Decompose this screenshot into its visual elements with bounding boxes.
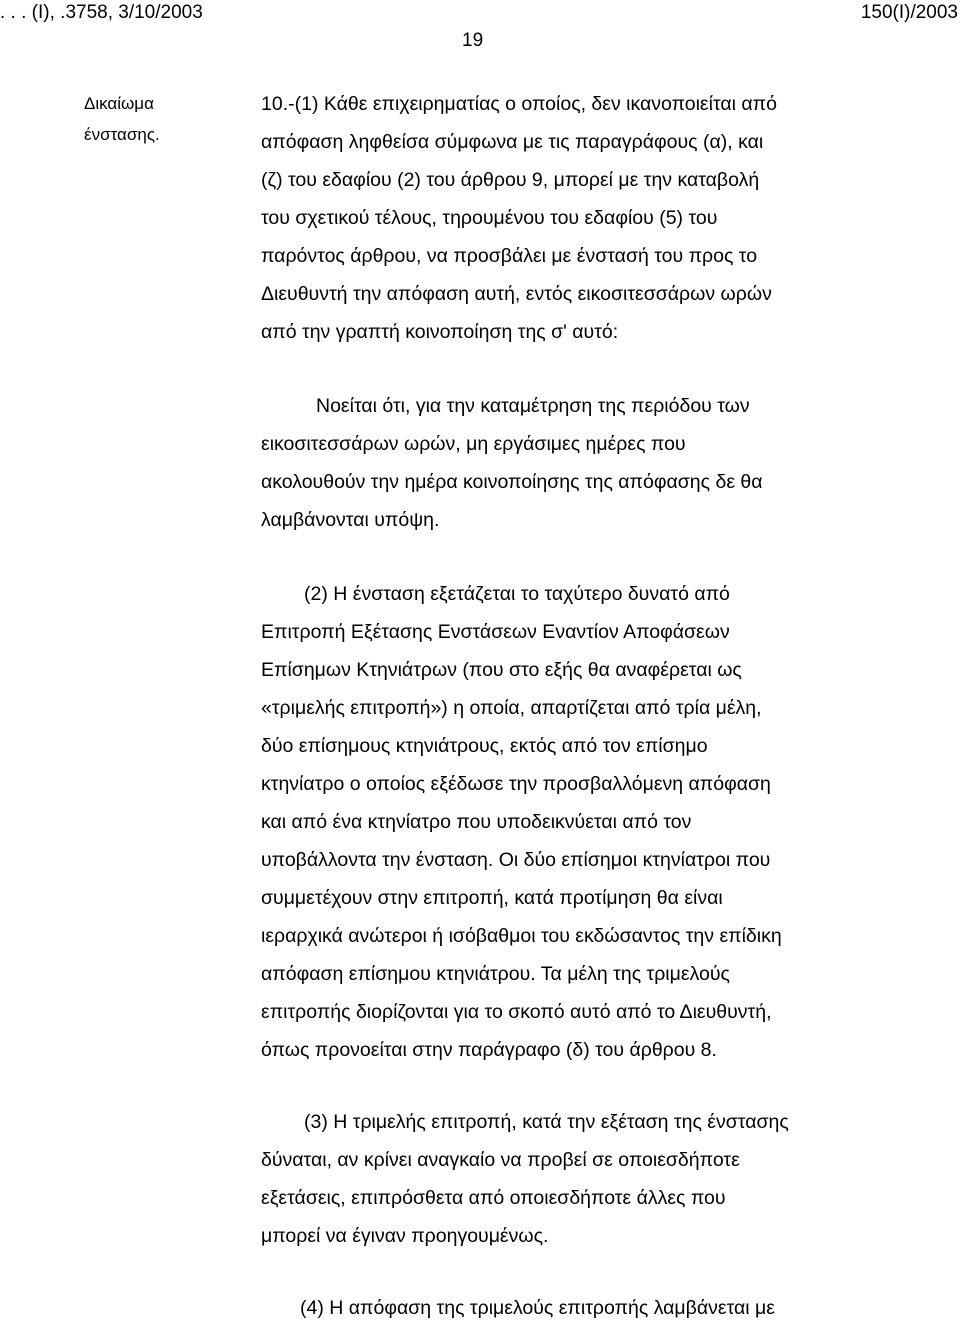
section-10-2-line: και από ένα κτηνίατρο που υποδεικνύεται από τον xyxy=(261,811,692,833)
proviso-line: ακολουθούν την ημέρα κοινοποίησης της απόφασης δε θα xyxy=(261,471,763,493)
section-10-1-line: 10.-(1) Κάθε επιχειρηματίας ο οποίος, δεν ικανοποιείται από xyxy=(261,93,777,115)
section-10-2-line: «τριμελής επιτροπή») η οποία, απαρτίζεται από τρία μέλη, xyxy=(261,697,762,719)
section-10-3-line: μπορεί να έγιναν προηγουμένως. xyxy=(261,1225,549,1247)
section-10-3-line: (3) Η τριμελής επιτροπή, κατά την εξέταση της ένστασης xyxy=(304,1111,789,1133)
section-10-4-line: (4) Η απόφαση της τριμελούς επιτροπής λαμβάνεται με xyxy=(300,1297,775,1319)
section-10-1-line: Διευθυντή την απόφαση αυτή, εντός εικοσιτεσσάρων ωρών xyxy=(261,283,772,305)
header-left: . . . (I), .3758, 3/10/2003 xyxy=(0,2,203,23)
section-10-3-line: δύναται, αν κρίνει αναγκαίο να προβεί σε οποιεσδήποτε xyxy=(261,1149,740,1171)
section-10-2-line: Επιτροπή Εξέτασης Ενστάσεων Εναντίον Αποφάσεων xyxy=(261,621,730,643)
page-number: 19 xyxy=(462,30,484,51)
section-10-2-line: συμμετέχουν στην επιτροπή, κατά προτίμηση θα είναι xyxy=(261,887,723,909)
section-10-1-line: του σχετικού τέλους, τηρουμένου του εδαφίου (5) του xyxy=(261,207,718,229)
proviso-line: λαμβάνονται υπόψη. xyxy=(261,509,440,531)
section-10-2-line: Επίσημων Κτηνιάτρων (που στο εξής θα αναφέρεται ως xyxy=(261,659,742,681)
section-10-2-line: (2) Η ένσταση εξετάζεται το ταχύτερο δυνατό από xyxy=(304,583,730,605)
section-10-2-line: επιτροπής διορίζονται για το σκοπό αυτό από το Διευθυντή, xyxy=(261,1001,772,1023)
section-10-2-line: δύο επίσημους κτηνιάτρους, εκτός από τον επίσημο xyxy=(261,735,708,757)
section-10-2-line: απόφαση επίσημου κτηνιάτρου. Τα μέλη της τριμελούς xyxy=(261,963,730,985)
section-10-3-line: εξετάσεις, επιπρόσθετα από οποιεσδήποτε άλλες που xyxy=(261,1187,726,1209)
proviso-line: Νοείται ότι, για την καταμέτρηση της περιόδου των xyxy=(316,395,750,417)
section-10-2-line: όπως προνοείται στην παράγραφο (δ) του άρθρου 8. xyxy=(261,1039,717,1061)
section-10-1-line: (ζ) του εδαφίου (2) του άρθρου 9, μπορεί με την καταβολή xyxy=(261,169,760,191)
header-right: 150(I)/2003 xyxy=(860,2,958,23)
section-10-1-line: παρόντος άρθρου, να προσβάλει με ένστασή του προς το xyxy=(261,245,758,267)
proviso-line: εικοσιτεσσάρων ωρών, μη εργάσιμες ημέρες που xyxy=(261,433,686,455)
section-10-1-line: από την γραπτή κοινοποίηση της σ' αυτό: xyxy=(261,321,619,343)
section-10-1-line: απόφαση ληφθείσα σύμφωνα με τις παραγράφους (α), και xyxy=(261,131,764,153)
margin-note-line-1: Δικαίωμα xyxy=(84,94,154,113)
section-10-2-line: υποβάλλοντα την ένσταση. Οι δύο επίσημοι κτηνίατροι που xyxy=(261,849,771,871)
section-10-2-line: κτηνίατρο ο οποίος εξέδωσε την προσβαλλόμενη απόφαση xyxy=(261,773,771,795)
section-10-2-line: ιεραρχικά ανώτεροι ή ισόβαθμοι του εκδώσαντος την επίδικη xyxy=(261,925,782,947)
margin-note-line-2: ένστασης. xyxy=(84,125,160,144)
